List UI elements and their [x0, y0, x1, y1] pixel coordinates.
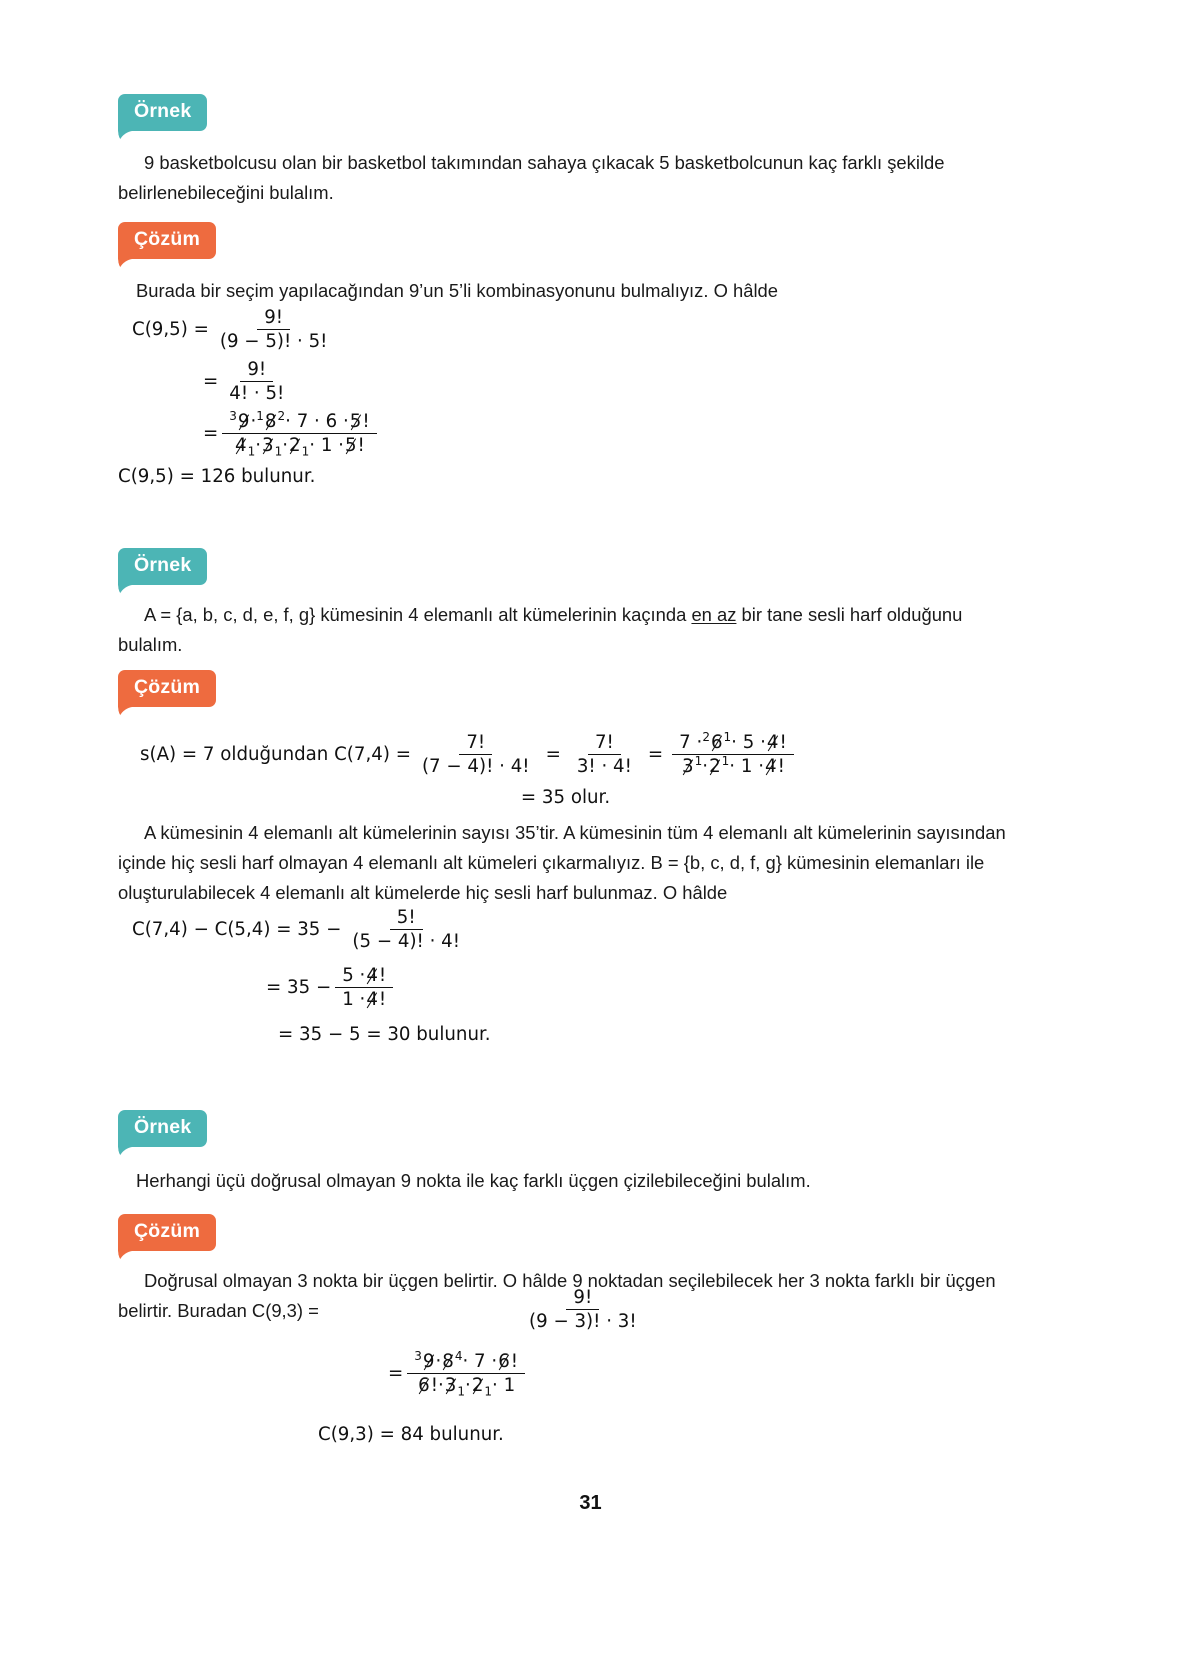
- math-2-den-tail: · 1 ·: [729, 756, 764, 778]
- solution-3-tag-wrap: [118, 1214, 216, 1251]
- cancel-value-3: 3: [229, 408, 237, 423]
- cancelled-4d: 4: [366, 965, 378, 986]
- cancelled-8b: 8: [442, 1351, 454, 1372]
- solution-label-3: Çözüm: [118, 1214, 216, 1251]
- solution-label-2: Çözüm: [118, 670, 216, 707]
- math-2b-fraction-1: [345, 908, 467, 952]
- math-3-line-2: [388, 1348, 529, 1399]
- math-2-equals-3: =: [647, 744, 664, 765]
- example-1-tag-wrap: [118, 94, 207, 131]
- math-2-f3-numerator: [672, 729, 794, 755]
- math-1-line-2-fraction: [222, 360, 291, 404]
- example-2-question-part1: A = {a, b, c, d, e, f, g} kümesinin 4 elemanlı alt kümelerinin kaçında: [144, 604, 692, 625]
- factorial-mark-8: !: [430, 1375, 438, 1397]
- dot-6: ·: [438, 1375, 444, 1397]
- example-1-question: 9 basketbolcusu olan bir basketbol takımından sahaya çıkacak 5 basketbolcunun kaç farklı şekilde belirlenebileceğini bulalım.: [118, 152, 945, 203]
- cancelled-4c: 4: [764, 756, 777, 778]
- cancelled-9: 9: [237, 411, 250, 432]
- math-2-num-head: 7 ·: [679, 732, 703, 753]
- cancelled-6b: 6: [498, 1351, 510, 1372]
- example-3-question: Herhangi üçü doğrusal olmayan 9 nokta ile kaç farklı üçgen çizilebileceğini bulalım.: [136, 1170, 811, 1191]
- math-3-line-2-lead: =: [388, 1363, 404, 1384]
- math-2b-fraction-2: [335, 966, 393, 1010]
- factorial-mark: !: [362, 411, 370, 432]
- cancel-value-4: 4: [454, 1348, 463, 1363]
- cancelled-5: 5: [349, 411, 362, 432]
- factorial-mark-3: !: [779, 732, 787, 753]
- math-2-num-tail: · 5 ·: [731, 732, 766, 753]
- math-3-fraction-1: [522, 1288, 644, 1332]
- math-2b-num-head: 5 ·: [342, 965, 366, 986]
- math-2b-f2-numerator: [335, 966, 393, 988]
- cancelled-4e: 4: [366, 989, 378, 1011]
- math-2-lead: s(A) = 7 olduğundan C(7,4) =: [140, 744, 411, 765]
- cancel-value-1d: 1: [721, 753, 730, 768]
- math-2b-line-1: [132, 908, 471, 952]
- cancel-sub-1: 1: [247, 444, 256, 459]
- math-1-line-3: [203, 408, 381, 459]
- example-label-1: Örnek: [118, 94, 207, 131]
- solution-1-intro: Burada bir seçim yapılacağından 9’un 5’li kombinasyonunu bulmalıyız. O hâlde: [136, 280, 778, 301]
- math-2-line-1: [140, 729, 798, 778]
- math-2-equals-2: =: [545, 744, 561, 765]
- math-2b-f1-denominator: (5 − 4)! · 4!: [352, 931, 461, 953]
- cancel-value-3c: 3: [414, 1348, 422, 1363]
- cancelled-3: 3: [262, 435, 274, 457]
- math-1-line-3-fraction: [222, 408, 376, 459]
- math-2-fraction-2: [570, 733, 639, 777]
- cancelled-5-den: 5: [344, 435, 357, 457]
- math-tail-2: · 1 ·: [309, 435, 344, 457]
- factorial-mark-7: !: [510, 1351, 519, 1372]
- cancelled-4: 4: [235, 435, 247, 457]
- page-content: [118, 0, 1013, 1653]
- example-label-3: Örnek: [118, 1110, 207, 1147]
- cancelled-6: 6: [710, 732, 723, 753]
- solution-2-tag-wrap: [118, 670, 216, 707]
- factorial-mark-2: !: [357, 435, 365, 457]
- cancel-value-1c: 1: [694, 753, 703, 768]
- math-1-line-3-lead: =: [203, 423, 219, 444]
- example-3-tag-wrap: [118, 1110, 207, 1147]
- math-3-num-tail: · 7 ·: [462, 1351, 498, 1372]
- cancelled-4b: 4: [766, 732, 779, 753]
- math-1-line-1: [132, 308, 338, 352]
- cancel-value-2b: 2: [702, 729, 710, 744]
- cancelled-6c: 6: [418, 1375, 430, 1397]
- math-tail: · 7 · 6 ·: [285, 411, 349, 432]
- math-2-fraction-1: [415, 733, 537, 777]
- math-2-f2-numerator: 7!: [588, 733, 621, 755]
- math-1-line-2-lead: =: [203, 371, 219, 392]
- math-1-line-2-denominator: 4! · 5!: [229, 383, 285, 405]
- math-1-line-2: [203, 360, 295, 404]
- cancel-sub-1b: 1: [457, 1384, 466, 1399]
- math-2b-line-2-lead: = 35 −: [266, 977, 332, 998]
- math-1-line-1-denominator: (9 − 5)! · 5!: [219, 331, 328, 353]
- math-3-f1-numerator: 9!: [566, 1288, 599, 1310]
- math-3-result: C(9,3) = 84 bulunur.: [318, 1424, 504, 1445]
- solution-label-1: Çözüm: [118, 222, 216, 259]
- cancel-sub-2: 1: [274, 444, 283, 459]
- math-1-result: C(9,5) = 126 bulunur.: [118, 466, 316, 487]
- cancelled-2c: 2: [471, 1375, 484, 1397]
- cancelled-3c: 3: [444, 1375, 457, 1397]
- example-2-paragraph: A kümesinin 4 elemanlı alt kümelerinin sayısı 35’tir. A kümesinin tüm 4 elemanlı alt kümelerinin sayısından içinde hiç sesli harf olmayan 4 elemanlı alt kümeleri çıkarmalıyız. B = {b, c, d, f, g} kümesinin elemanları ile oluşturulabilecek 4 elemanlı alt kümelerde hiç sesli harf bulunmaz. O hâlde: [118, 822, 1006, 903]
- cancel-value-2: 2: [277, 408, 286, 423]
- factorial-mark-5: !: [378, 965, 387, 986]
- cancelled-2b: 2: [709, 756, 721, 778]
- page-number: 31: [579, 1492, 602, 1514]
- math-2b-result: = 35 − 5 = 30 bulunur.: [278, 1024, 491, 1045]
- math-2b-f1-numerator: 5!: [390, 908, 423, 930]
- cancel-value-1b: 1: [723, 729, 732, 744]
- cancel-sub-2b: 1: [484, 1384, 493, 1399]
- dot-4: ·: [702, 756, 709, 778]
- cancel-value-1: 1: [256, 408, 264, 423]
- math-2b-line-2: [266, 966, 397, 1010]
- factorial-mark-4: !: [777, 756, 785, 778]
- math-3-f2-numerator: [407, 1348, 525, 1374]
- math-3-f2-denominator: [410, 1374, 522, 1399]
- solution-1-tag-wrap: [118, 222, 216, 259]
- math-2-fraction-3: [672, 729, 794, 778]
- math-3-fraction-2: [407, 1348, 525, 1399]
- example-2-question-part2: bir tane sesli harf olduğunu bulalım.: [118, 604, 963, 655]
- math-2b-den-head: 1 ·: [342, 989, 366, 1011]
- cancelled-9b: 9: [422, 1351, 435, 1372]
- math-1-line-1-lead: C(9,5) =: [132, 319, 209, 340]
- math-1-line-1-numerator: 9!: [257, 308, 290, 330]
- cancelled-3b: 3: [682, 756, 694, 778]
- example-2-tag-wrap: [118, 548, 207, 585]
- example-2-question-emphasis: en az: [691, 604, 737, 625]
- dot-3: ·: [282, 435, 289, 457]
- cancelled-8: 8: [264, 411, 277, 432]
- dot-2: ·: [255, 435, 262, 457]
- example-2-question: [118, 600, 1013, 660]
- math-2-f1-denominator: (7 − 4)! · 4!: [421, 756, 530, 778]
- math-3-f1-denominator: (9 − 3)! · 3!: [529, 1311, 637, 1333]
- math-3-den-tail: · 1: [492, 1375, 516, 1397]
- example-label-2: Örnek: [118, 548, 207, 585]
- math-3-line-1: [518, 1288, 648, 1332]
- dot-5: ·: [435, 1351, 442, 1372]
- math-1-line-2-numerator: 9!: [240, 360, 273, 382]
- dot-7: ·: [465, 1375, 471, 1397]
- math-2b-f2-denominator: [335, 988, 393, 1010]
- math-2-result-line: = 35 olur.: [520, 787, 611, 808]
- math-2-f1-numerator: 7!: [459, 733, 492, 755]
- math-1-line-1-fraction: [213, 308, 335, 352]
- math-1-line-3-numerator: [222, 408, 376, 434]
- math-2-f2-denominator: 3! · 4!: [576, 756, 632, 778]
- math-1-line-3-denominator: [227, 434, 372, 459]
- math-2-f3-denominator: [674, 755, 792, 777]
- example-3-solution-text: Doğrusal olmayan 3 nokta bir üçgen belirtir. O hâlde 9 noktadan seçilebilecek her 3 nokta farklı bir üçgen belirtir. Buradan C(9,3) =: [118, 1270, 996, 1321]
- cancelled-2: 2: [289, 435, 301, 457]
- dot-1: ·: [250, 411, 257, 432]
- math-2b-lead: C(7,4) − C(5,4) = 35 −: [132, 919, 342, 940]
- cancel-sub-3: 1: [301, 444, 310, 459]
- factorial-mark-6: !: [378, 989, 387, 1011]
